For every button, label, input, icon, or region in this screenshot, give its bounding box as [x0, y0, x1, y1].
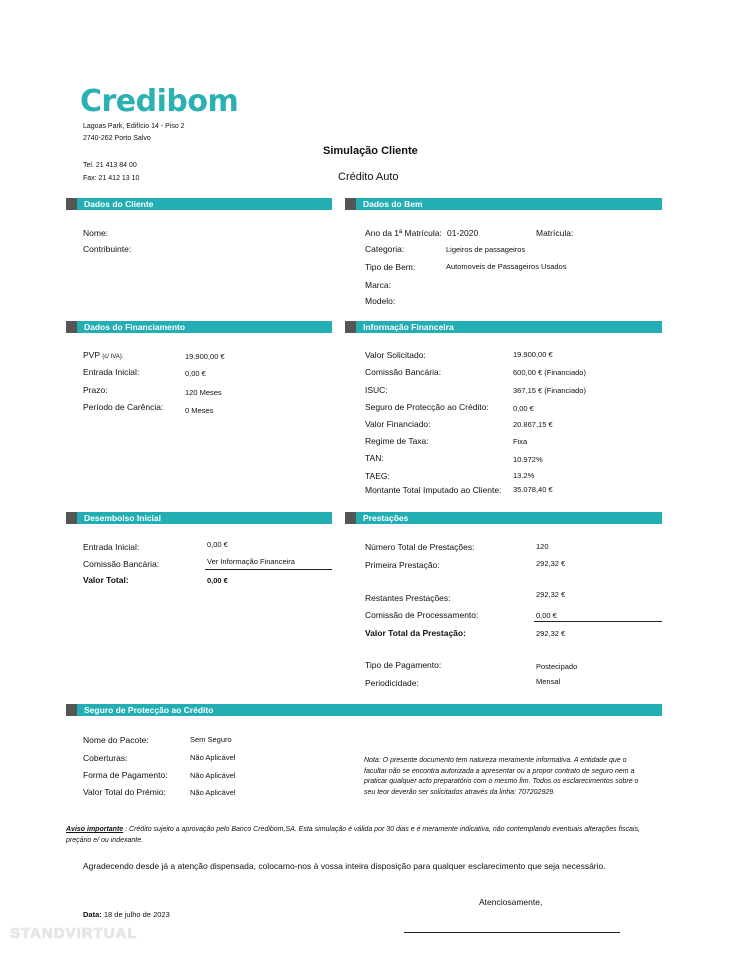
aviso-importante [66, 825, 666, 846]
pvp-value: 19.900,00 € [185, 352, 225, 361]
info-row-label: TAN: [365, 453, 384, 463]
desembolso-comissao-value: Ver Informação Financeira [207, 557, 295, 566]
section-seguro: Seguro de Protecção ao Crédito [66, 704, 662, 716]
note-line: facultar não se encontra autorizada a apresentar ou a propor contrato de seguro nem a [364, 767, 635, 775]
info-row-value: Fixa [513, 437, 528, 446]
primeira-prestacao-label: Primeira Prestação: [365, 560, 440, 570]
section-financiamento: Dados do Financiamento [66, 321, 332, 333]
forma-pagamento-value: Não Aplicável [190, 771, 236, 780]
pacote-label: Nome do Pacote: [83, 735, 149, 745]
ano-matricula-label: Ano da 1ª Matrícula: [365, 228, 442, 238]
premio-label: Valor Total do Prémio: [83, 787, 166, 797]
categoria-value: Ligeiros de passageiros [446, 245, 526, 254]
info-row-value: 600,00 € (Financiado) [513, 368, 586, 377]
info-row-value: 35.078,40 € [513, 485, 553, 494]
desembolso-total-label: Valor Total: [83, 575, 129, 585]
info-row-value: 13.2% [513, 471, 535, 480]
section-info-financeira: Informação Financeira [345, 321, 662, 333]
page-title: Simulação Cliente [323, 145, 418, 157]
atenciosamente-text: Atenciosamente, [479, 897, 543, 907]
info-row-label: TAEG: [365, 471, 390, 481]
credibom-logo: Credibom [80, 84, 239, 119]
address-line-2: 2740-262 Porto Salvo [83, 135, 151, 142]
pacote-value: Sem Seguro [190, 735, 232, 744]
info-row-value: 20.867,15 € [513, 420, 553, 429]
info-row-value: 19.900,00 € [513, 350, 553, 359]
aviso-line: Aviso importante : Crédito sujeito a aprovação pelo Banco Credibom,SA. Esta simulação é válida por 30 dias e é meramente indicativa, não contemplando eventuais alterações fiscais, [66, 826, 640, 833]
desembolso-total-value: 0,00 € [207, 576, 228, 585]
restantes-prestacoes-value: 292,32 € [536, 590, 566, 599]
matricula-label: Matrícula: [536, 228, 574, 238]
marca-label: Marca: [365, 280, 391, 290]
carencia-value: 0 Meses [185, 406, 214, 415]
seguro-note [364, 756, 664, 798]
info-row-label: Valor Financiado: [365, 419, 431, 429]
comissao-processamento-label: Comissão de Processamento: [365, 610, 479, 620]
section-dados-cliente: Dados do Cliente [66, 198, 332, 210]
note-line: seu teor deverão ser solicitados através da linha: 707202929. [364, 788, 556, 796]
data-label: Data: [83, 910, 102, 919]
info-row-label: Valor Solicitado: [365, 350, 426, 360]
info-row-label: Montante Total Imputado ao Cliente: [365, 485, 502, 495]
desembolso-entrada-label: Entrada Inicial: [83, 542, 140, 552]
total-prestacao-label: Valor Total da Prestação: [365, 628, 466, 638]
categoria-label: Categoria: [365, 244, 405, 254]
info-row-label: Regime de Taxa: [365, 436, 429, 446]
tipo-pagamento-value: Postecipado [536, 662, 578, 671]
prazo-value: 120 Meses [185, 388, 222, 397]
primeira-prestacao-value: 292,32 € [536, 559, 566, 568]
divider [205, 569, 332, 570]
entrada-inicial-value: 0,00 € [185, 369, 206, 378]
info-row-label: Seguro de Protecção ao Crédito: [365, 402, 489, 412]
desembolso-entrada-value: 0,00 € [207, 540, 228, 549]
coberturas-label: Coberturas: [83, 753, 128, 763]
modelo-label: Modelo: [365, 296, 396, 306]
aviso-label: Aviso importante [66, 826, 124, 833]
prazo-label: Prazo: [83, 385, 108, 395]
section-desembolso: Desembolso Inicial [66, 512, 332, 524]
section-prestacoes: Prestações [345, 512, 662, 524]
carencia-label: Período de Carência: [83, 402, 164, 412]
desembolso-comissao-label: Comissão Bancária: [83, 559, 160, 569]
tipo-bem-value: Automoveis de Passageiros Usados [446, 262, 567, 271]
pvp-label: PVP (c/ IVA): [83, 350, 124, 360]
info-row-value: 10.972% [513, 455, 543, 464]
note-line: praticar qualquer acto preparatório com o mesmo fim. Todos os esclarecimentos sobre o [364, 778, 639, 785]
info-row-label: Comissão Bancária: [365, 367, 442, 377]
signature-line [404, 932, 620, 933]
data-field [83, 910, 170, 919]
info-row-label: ISUC: [365, 385, 388, 395]
section-dados-bem: Dados do Bem [345, 198, 662, 210]
page-subtitle: Crédito Auto [338, 171, 399, 183]
agradecimento-text: Agradecendo desde já a atenção dispensada, colocamo-nos à vossa inteira disposição para qualquer esclarecimento que seja necessário. [83, 861, 606, 871]
info-row-value: 367,15 € (Financiado) [513, 386, 586, 395]
watermark: STANDVIRTUAL [10, 925, 138, 942]
tipo-bem-label: Tipo de Bem: [365, 262, 416, 272]
total-prestacao-value: 292,32 € [536, 629, 566, 638]
coberturas-value: Não Aplicável [190, 753, 236, 762]
telephone: Tel. 21 413 84 00 [83, 162, 137, 169]
comissao-processamento-value: 0,00 € [536, 611, 557, 620]
restantes-prestacoes-label: Restantes Prestações: [365, 593, 451, 603]
forma-pagamento-label: Forma de Pagamento: [83, 770, 168, 780]
periodicidade-label: Periodicidade: [365, 678, 419, 688]
contribuinte-label: Contribuinte: [83, 244, 132, 254]
periodicidade-value: Mensal [536, 677, 561, 686]
divider [534, 621, 662, 622]
pvp-note: (c/ IVA): [102, 354, 124, 360]
fax: Fax: 21 412 13 10 [83, 175, 140, 182]
note-line: Nota: O presente documento tem natureza meramente informativa. A entidade que o [364, 757, 627, 764]
numero-prestacoes-label: Número Total de Prestações: [365, 542, 475, 552]
premio-value: Não Aplicável [190, 788, 236, 797]
numero-prestacoes-value: 120 [536, 542, 549, 551]
entrada-inicial-label: Entrada Inicial: [83, 367, 140, 377]
data-value: 18 de julho de 2023 [103, 910, 170, 919]
nome-label: Nome: [83, 228, 109, 238]
ano-matricula-value: 01-2020 [447, 228, 479, 238]
info-row-value: 0,00 € [513, 404, 534, 413]
tipo-pagamento-label: Tipo de Pagamento: [365, 660, 442, 670]
address-line-1: Lagoas Park, Edifício 14 - Piso 2 [83, 123, 185, 130]
aviso-line: preçário e/ ou indexante. [66, 836, 144, 844]
